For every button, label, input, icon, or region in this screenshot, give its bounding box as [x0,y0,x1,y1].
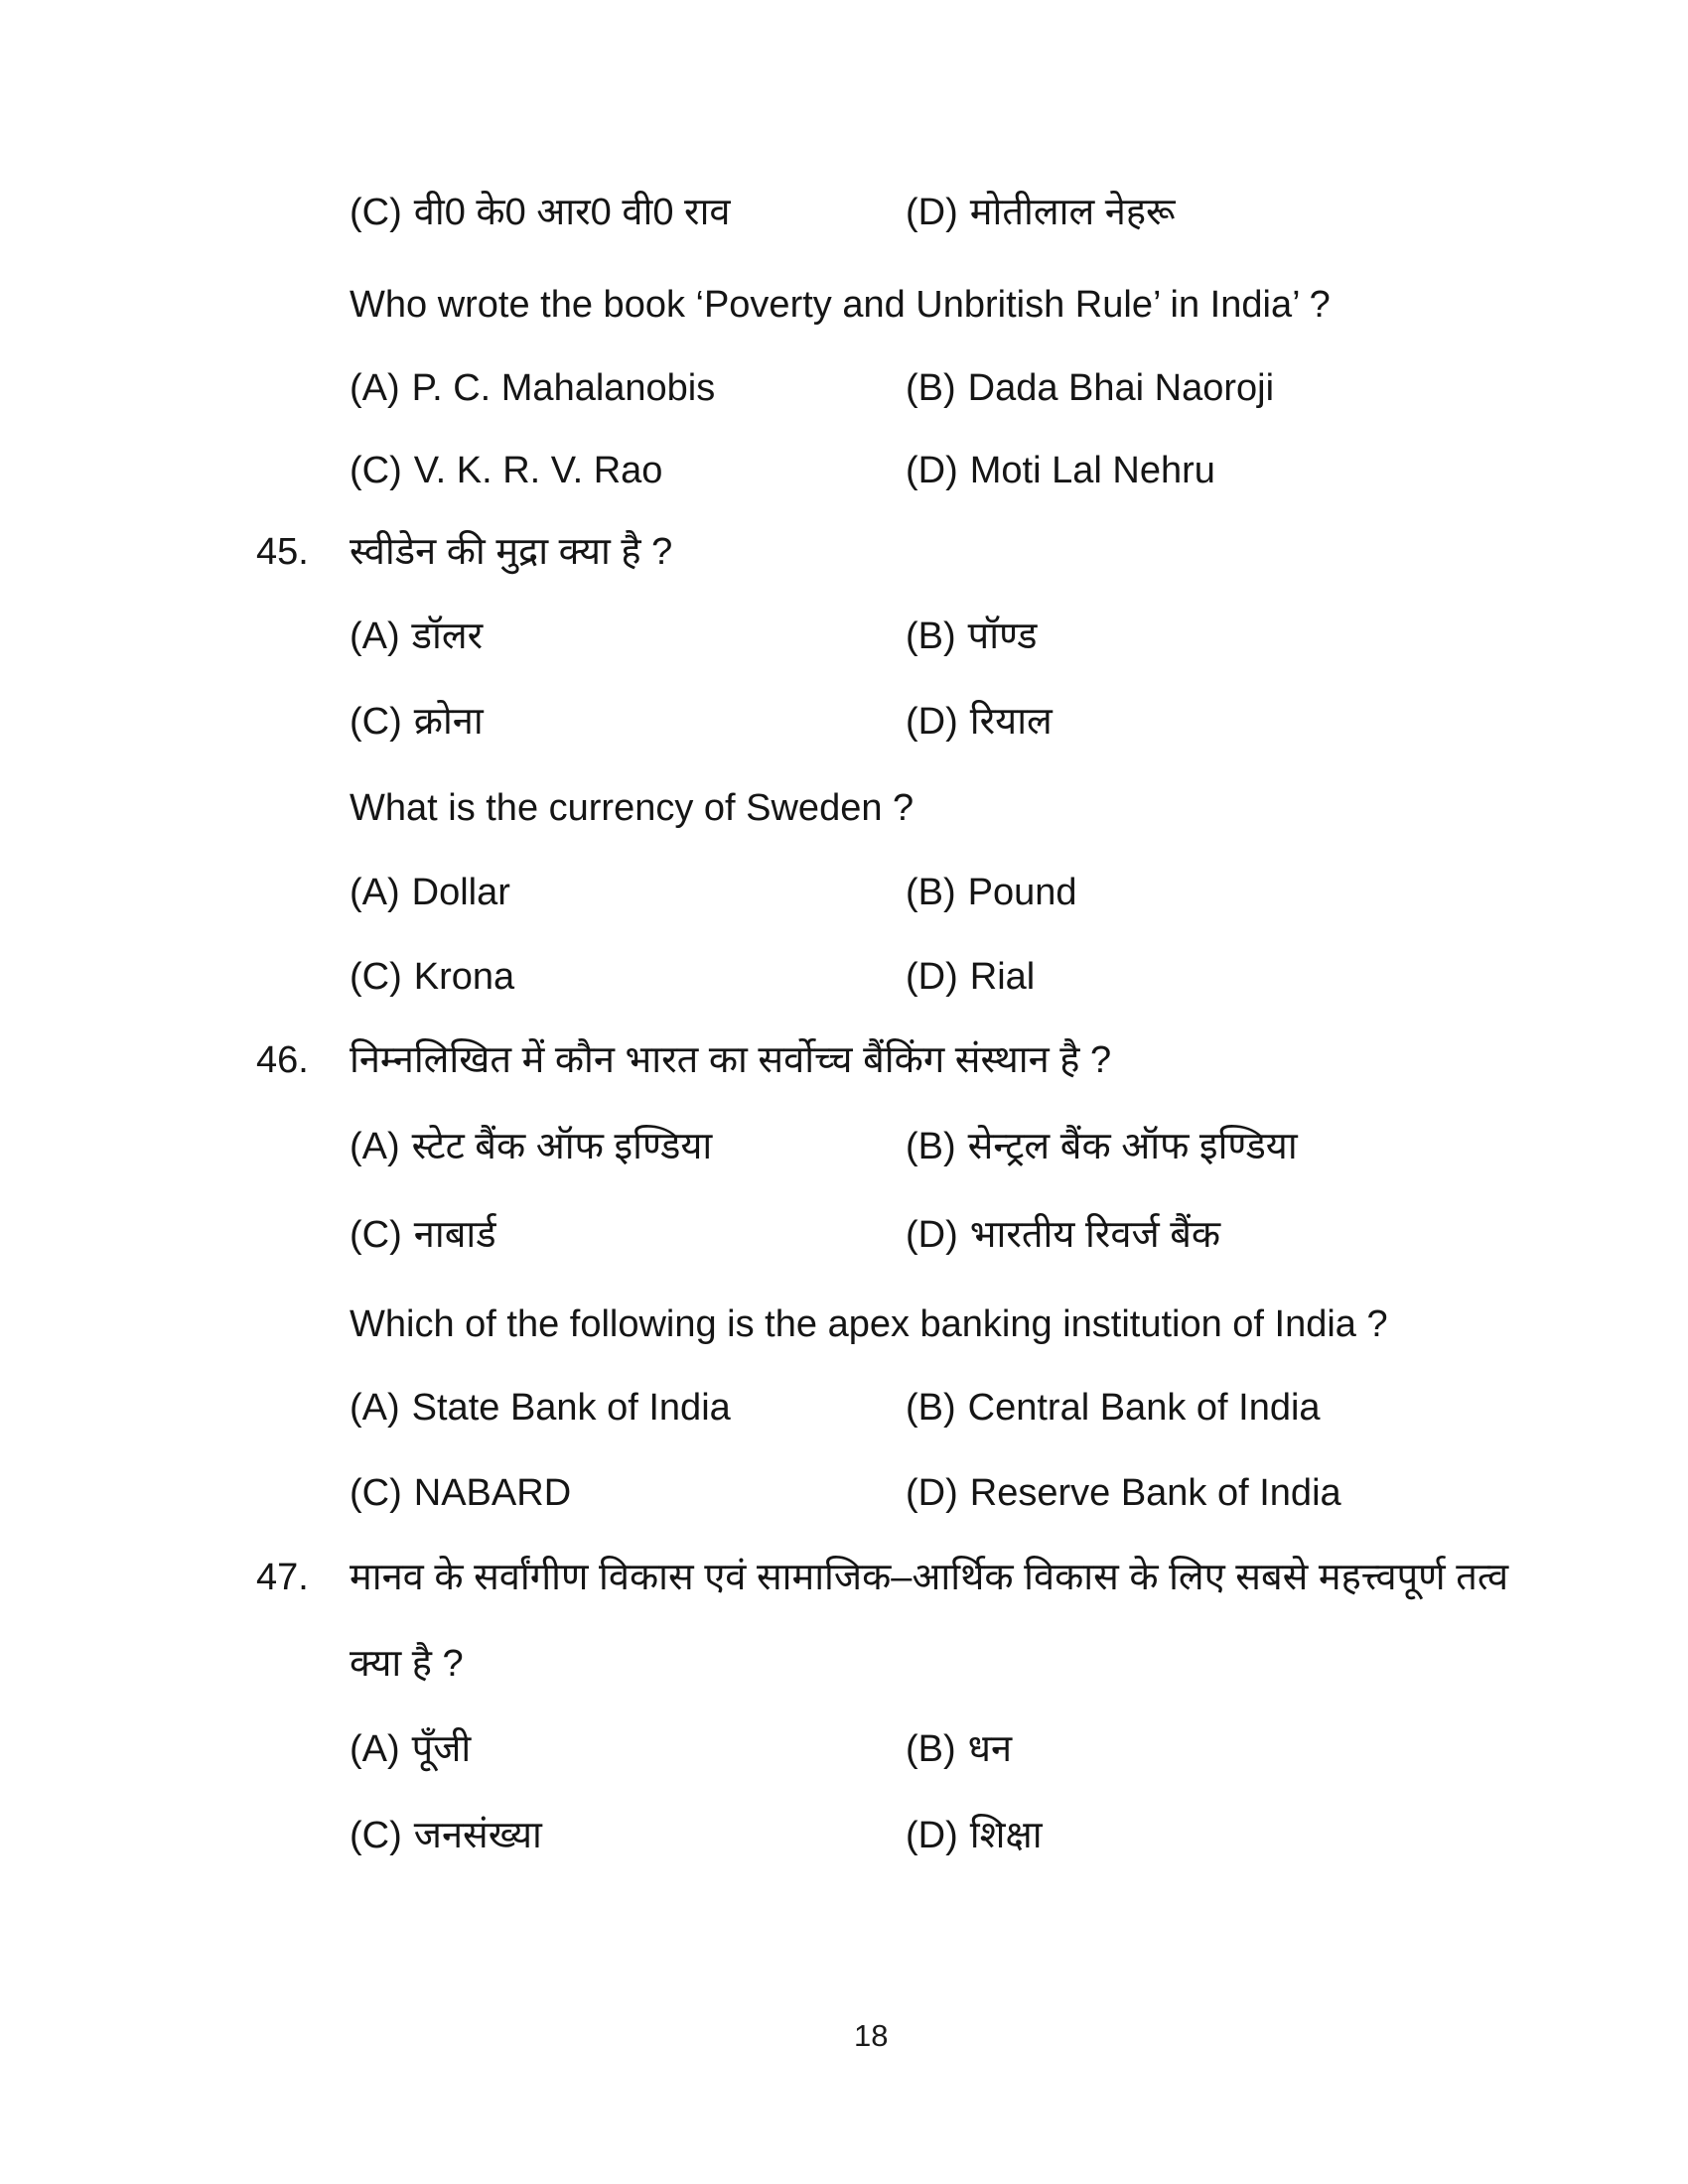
q45-option-d-english-text: Rial [969,956,1036,998]
q44-option-a-english [350,367,715,411]
q46-option-c-english-text: NABARD [413,1472,572,1514]
option-a-label: (A) [350,1126,400,1167]
option-a-label: (A) [350,367,400,409]
q45-option-a-hindi-text: डॉलर [411,615,484,657]
q47-option-a-hindi-text: पूँजी [411,1728,472,1770]
q47-option-d-hindi [906,1815,1043,1858]
q45-option-d-hindi [906,701,1053,745]
q45-option-c-hindi [350,701,484,745]
q45-option-c-english-text: Krona [413,956,515,998]
q45-question-hindi: स्वीडेन की मुद्रा क्या है ? [350,531,673,573]
q47-options-ab-hindi-row [0,1728,1688,1788]
q44-option-b-english-text: Dada Bhai Naoroji [967,367,1275,409]
q45-option-a-hindi [350,615,483,659]
q46-option-b-english-text: Central Bank of India [967,1387,1321,1429]
q47-option-d-hindi-text: शिक्षा [969,1815,1043,1856]
q46-question-hindi-row [0,1039,1688,1099]
q46-option-d-english-text: Reserve Bank of India [969,1472,1341,1514]
q46-option-c-hindi [350,1214,496,1258]
q44-option-c-hindi [350,192,731,235]
q46-question-english-row [0,1303,1688,1363]
q44-option-a-english-text: P. C. Mahalanobis [411,367,716,409]
q46-options-cd-hindi-row [0,1214,1688,1274]
q45-option-b-english [906,872,1077,915]
q44-options-cd-hindi-row [0,192,1688,251]
q45-option-a-english-text: Dollar [411,872,510,913]
q46-option-a-hindi-text: स्टेट बैंक ऑफ इण्डिया [411,1126,713,1167]
q44-option-b-english [906,367,1274,411]
q45-option-d-english [906,956,1035,1000]
q46-options-ab-english-row [0,1387,1688,1446]
q45-question-english-row [0,787,1688,847]
q45-option-a-english [350,872,510,915]
q45-option-b-english-text: Pound [967,872,1077,913]
option-a-label: (A) [350,872,400,913]
q44-options-cd-english-row [0,450,1688,509]
page-number: 18 [854,2018,889,2053]
option-b-label: (B) [906,1728,956,1770]
option-b-label: (B) [906,1387,956,1429]
option-b-label: (B) [906,872,956,913]
q46-option-d-hindi-text: भारतीय रिवर्ज बैंक [969,1214,1221,1256]
q45-options-ab-english-row [0,872,1688,931]
q47-question-hindi-line1: मानव के सर्वांगीण विकास एवं सामाजिक–आर्थिक विकास के लिए सबसे महत्त्वपूर्ण तत्व [350,1557,1509,1598]
q45-option-c-english [350,956,514,1000]
option-c-label: (C) [350,701,402,743]
q46-option-c-hindi-text: नाबार्ड [413,1214,496,1256]
option-b-label: (B) [906,615,956,657]
q47-question-hindi-line1-row [0,1557,1688,1616]
q44-option-d-hindi [906,192,1176,235]
q45-question-hindi-row [0,531,1688,591]
q46-option-a-hindi [350,1126,712,1169]
q44-option-d-hindi-text: मोतीलाल नेहरू [969,192,1176,233]
q47-option-b-hindi [906,1728,1012,1772]
q45-options-cd-english-row [0,956,1688,1016]
q44-question-english-row [0,284,1688,343]
q47-options-cd-hindi-row [0,1815,1688,1874]
q46-question-english: Which of the following is the apex banking institution of India ? [350,1303,1388,1345]
q47-question-hindi-line2-row [0,1643,1688,1703]
q46-option-c-english [350,1472,571,1516]
q46-option-a-english [350,1387,731,1431]
q46-options-cd-english-row [0,1472,1688,1532]
q44-option-c-english-text: V. K. R. V. Rao [413,450,663,491]
q47-number: 47. [256,1557,309,1598]
q45-option-d-hindi-text: रियाल [969,701,1053,743]
q44-option-c-english [350,450,662,493]
q46-number: 46. [256,1039,309,1081]
q45-options-cd-hindi-row [0,701,1688,760]
q44-option-d-english-text: Moti Lal Nehru [969,450,1215,491]
option-d-label: (D) [906,1214,958,1256]
q45-options-ab-hindi-row [0,615,1688,675]
q45-question-english: What is the currency of Sweden ? [350,787,914,829]
q44-option-d-english [906,450,1215,493]
option-d-label: (D) [906,1815,958,1856]
q47-option-c-hindi-text: जनसंख्या [413,1815,542,1856]
option-b-label: (B) [906,367,956,409]
option-a-label: (A) [350,1387,400,1429]
option-c-label: (C) [350,1472,402,1514]
q44-option-c-hindi-text: वी0 के0 आर0 वी0 राव [413,192,731,233]
q44-question-english: Who wrote the book ‘Poverty and Unbritish Rule’ in India’ ? [350,284,1331,326]
option-d-label: (D) [906,956,958,998]
option-d-label: (D) [906,450,958,491]
q46-option-b-hindi [906,1126,1298,1169]
q47-option-b-hindi-text: धन [967,1728,1013,1770]
q46-option-b-english [906,1387,1321,1431]
q46-option-b-hindi-text: सेन्ट्रल बैंक ऑफ इण्डिया [967,1126,1298,1167]
option-c-label: (C) [350,1214,402,1256]
option-c-label: (C) [350,1815,402,1856]
q45-option-b-hindi [906,615,1037,659]
q46-question-hindi: निम्नलिखित में कौन भारत का सर्वोच्च बैंकिंग संस्थान है ? [350,1039,1112,1081]
q47-question-hindi-line2: क्या है ? [350,1643,464,1685]
option-a-label: (A) [350,1728,400,1770]
q46-option-d-hindi [906,1214,1220,1258]
option-c-label: (C) [350,956,402,998]
q46-option-d-english [906,1472,1341,1516]
option-d-label: (D) [906,192,958,233]
q47-option-c-hindi [350,1815,542,1858]
q45-option-c-hindi-text: क्रोना [413,701,484,743]
option-c-label: (C) [350,450,402,491]
option-d-label: (D) [906,701,958,743]
q46-option-a-english-text: State Bank of India [411,1387,731,1429]
q45-option-b-hindi-text: पॉण्ड [967,615,1038,657]
q47-option-a-hindi [350,1728,471,1772]
q44-options-ab-english-row [0,367,1688,427]
option-a-label: (A) [350,615,400,657]
option-b-label: (B) [906,1126,956,1167]
q46-options-ab-hindi-row [0,1126,1688,1185]
option-c-label: (C) [350,192,402,233]
q45-number: 45. [256,531,309,573]
option-d-label: (D) [906,1472,958,1514]
